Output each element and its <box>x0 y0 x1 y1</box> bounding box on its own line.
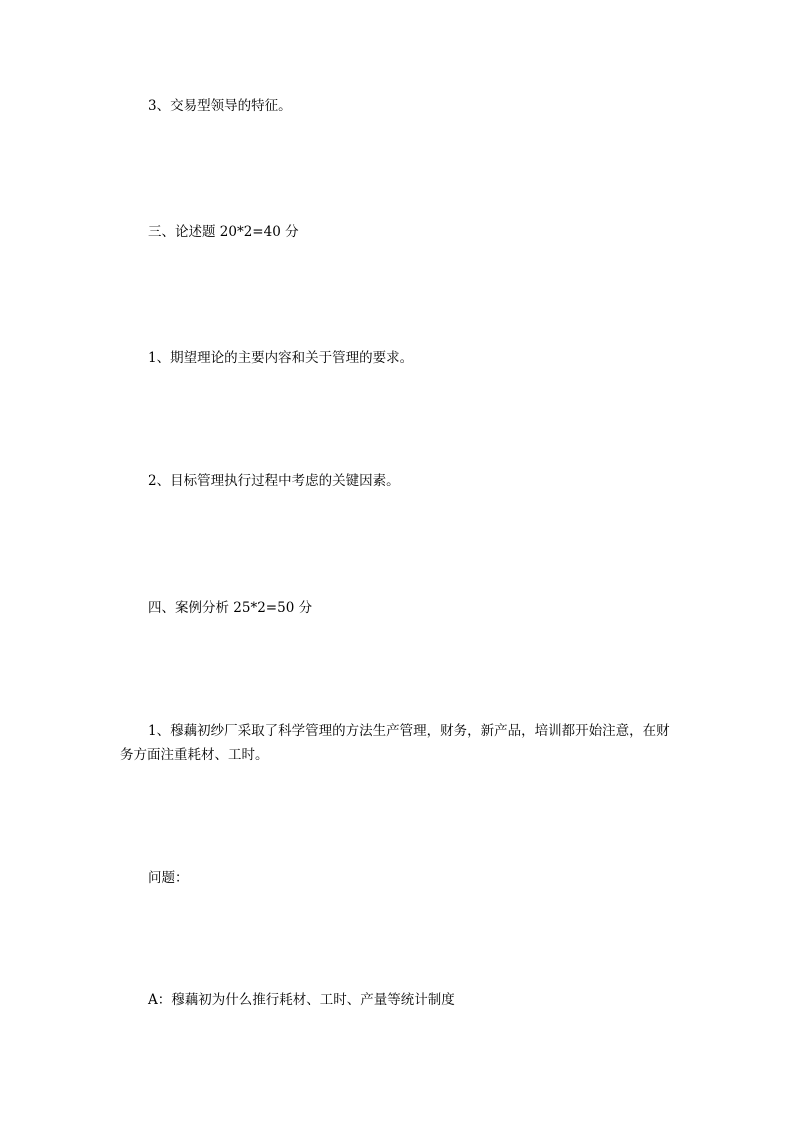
case-study-1: 1、穆藕初纱厂采取了科学管理的方法生产管理，财务，新产品，培训都开始注意，在财务方面注重耗材、工时。 <box>120 723 670 763</box>
short-answer-question-3: 3、交易型领导的特征。 <box>148 98 292 114</box>
case-question-a: A：穆藕初为什么推行耗材、工时、产量等统计制度 <box>148 992 455 1008</box>
section-4-title: 四、案例分析 25*2=50 分 <box>148 600 313 616</box>
section-3-title: 三、论述题 20*2=40 分 <box>148 224 299 240</box>
essay-question-1: 1、期望理论的主要内容和关于管理的要求。 <box>148 350 414 366</box>
question-label: 问题： <box>148 870 189 886</box>
essay-question-2: 2、目标管理执行过程中考虑的关键因素。 <box>148 473 400 489</box>
